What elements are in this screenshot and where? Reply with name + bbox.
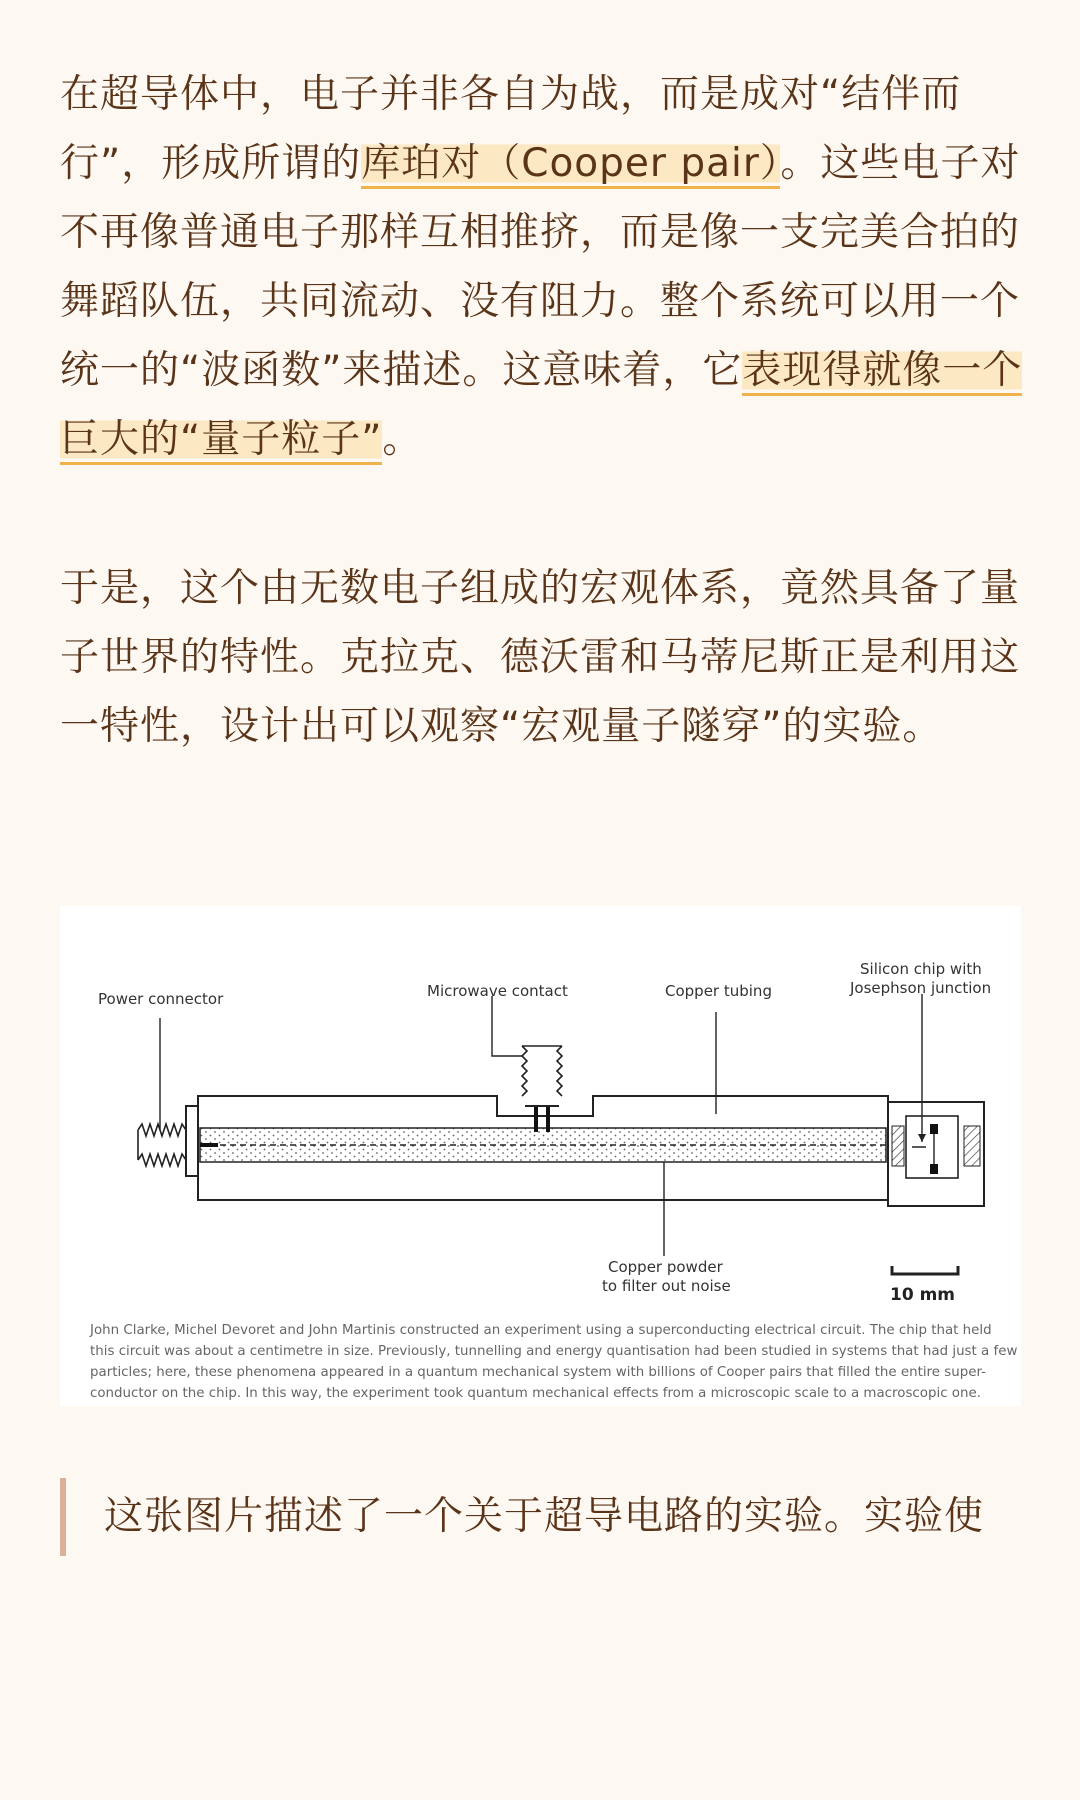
highlight-quantum-particle[interactable]: 表现得就像一个巨大的“量子粒子” [60, 348, 1022, 465]
quote-text: 这张图片描述了一个关于超导电路的实验。实验使 [104, 1494, 985, 1539]
caption-line-2: this circuit was about a centimetre in size. Previously, tunnelling and energy quantisation had been studied in systems that had just a few [90, 1344, 1018, 1359]
experiment-diagram [60, 906, 1021, 1406]
label-scale: 10 mm [890, 1285, 956, 1305]
label-silicon-chip-line2: Josephson junction [850, 979, 992, 997]
label-silicon-chip-line1: Silicon chip with [860, 960, 982, 978]
p1-text-2: 。这些电子对不再像普通电子那样互相推挤，而是像一支完美合拍的舞蹈队伍，共同流动、没有阻力。整个系统可以用一个统一的“波函数”来描述。这意味着，它 [60, 141, 1021, 393]
label-copper-powder-line1: Copper powder [608, 1258, 723, 1276]
label-microwave-contact: Microwave contact [427, 982, 568, 1000]
experiment-diagram-figure [60, 906, 1021, 1406]
p1-text-1: 在超导体中，电子并非各自为战，而是成对“结伴而行”，形成所谓的 [60, 72, 962, 186]
power-connector-thread [138, 1124, 186, 1166]
paragraph-macroscopic-tunneling: 于是，这个由无数电子组成的宏观体系，竟然具备了量子世界的特性。克拉克、德沃雷和马蒂尼斯正是利用这一特性，设计出可以观察“宏观量子隧穿”的实验。 [60, 566, 1021, 749]
paragraph-cooper-pairs [60, 60, 1025, 474]
p1-text-3: 。 [382, 417, 423, 462]
microwave-contact [522, 1046, 562, 1096]
josephson-junction-bottom [930, 1164, 938, 1174]
power-connector-flange [186, 1106, 198, 1176]
caption-line-1: John Clarke, Michel Devoret and John Martinis constructed an experiment using a superconducting electrical circuit. The chip that held [90, 1323, 992, 1338]
scale-bar [892, 1266, 958, 1274]
highlight-cooper-pair[interactable]: 库珀对（Cooper pair） [361, 141, 780, 189]
label-power-connector: Power connector [98, 990, 224, 1008]
label-copper-powder-line2: to filter out noise [602, 1277, 731, 1295]
caption-line-4: conductor on the chip. In this way, the experiment took quantum mechanical effects from a microscopic scale to a macroscopic one. [90, 1386, 981, 1401]
blockquote [60, 1478, 1069, 1556]
label-copper-tubing: Copper tubing [665, 982, 772, 1000]
josephson-junction-top [930, 1124, 938, 1134]
caption-line-3: particles; here, these phenomena appeared in a quantum mechanical system with billions of Cooper pairs that filled the entire super- [90, 1365, 986, 1380]
